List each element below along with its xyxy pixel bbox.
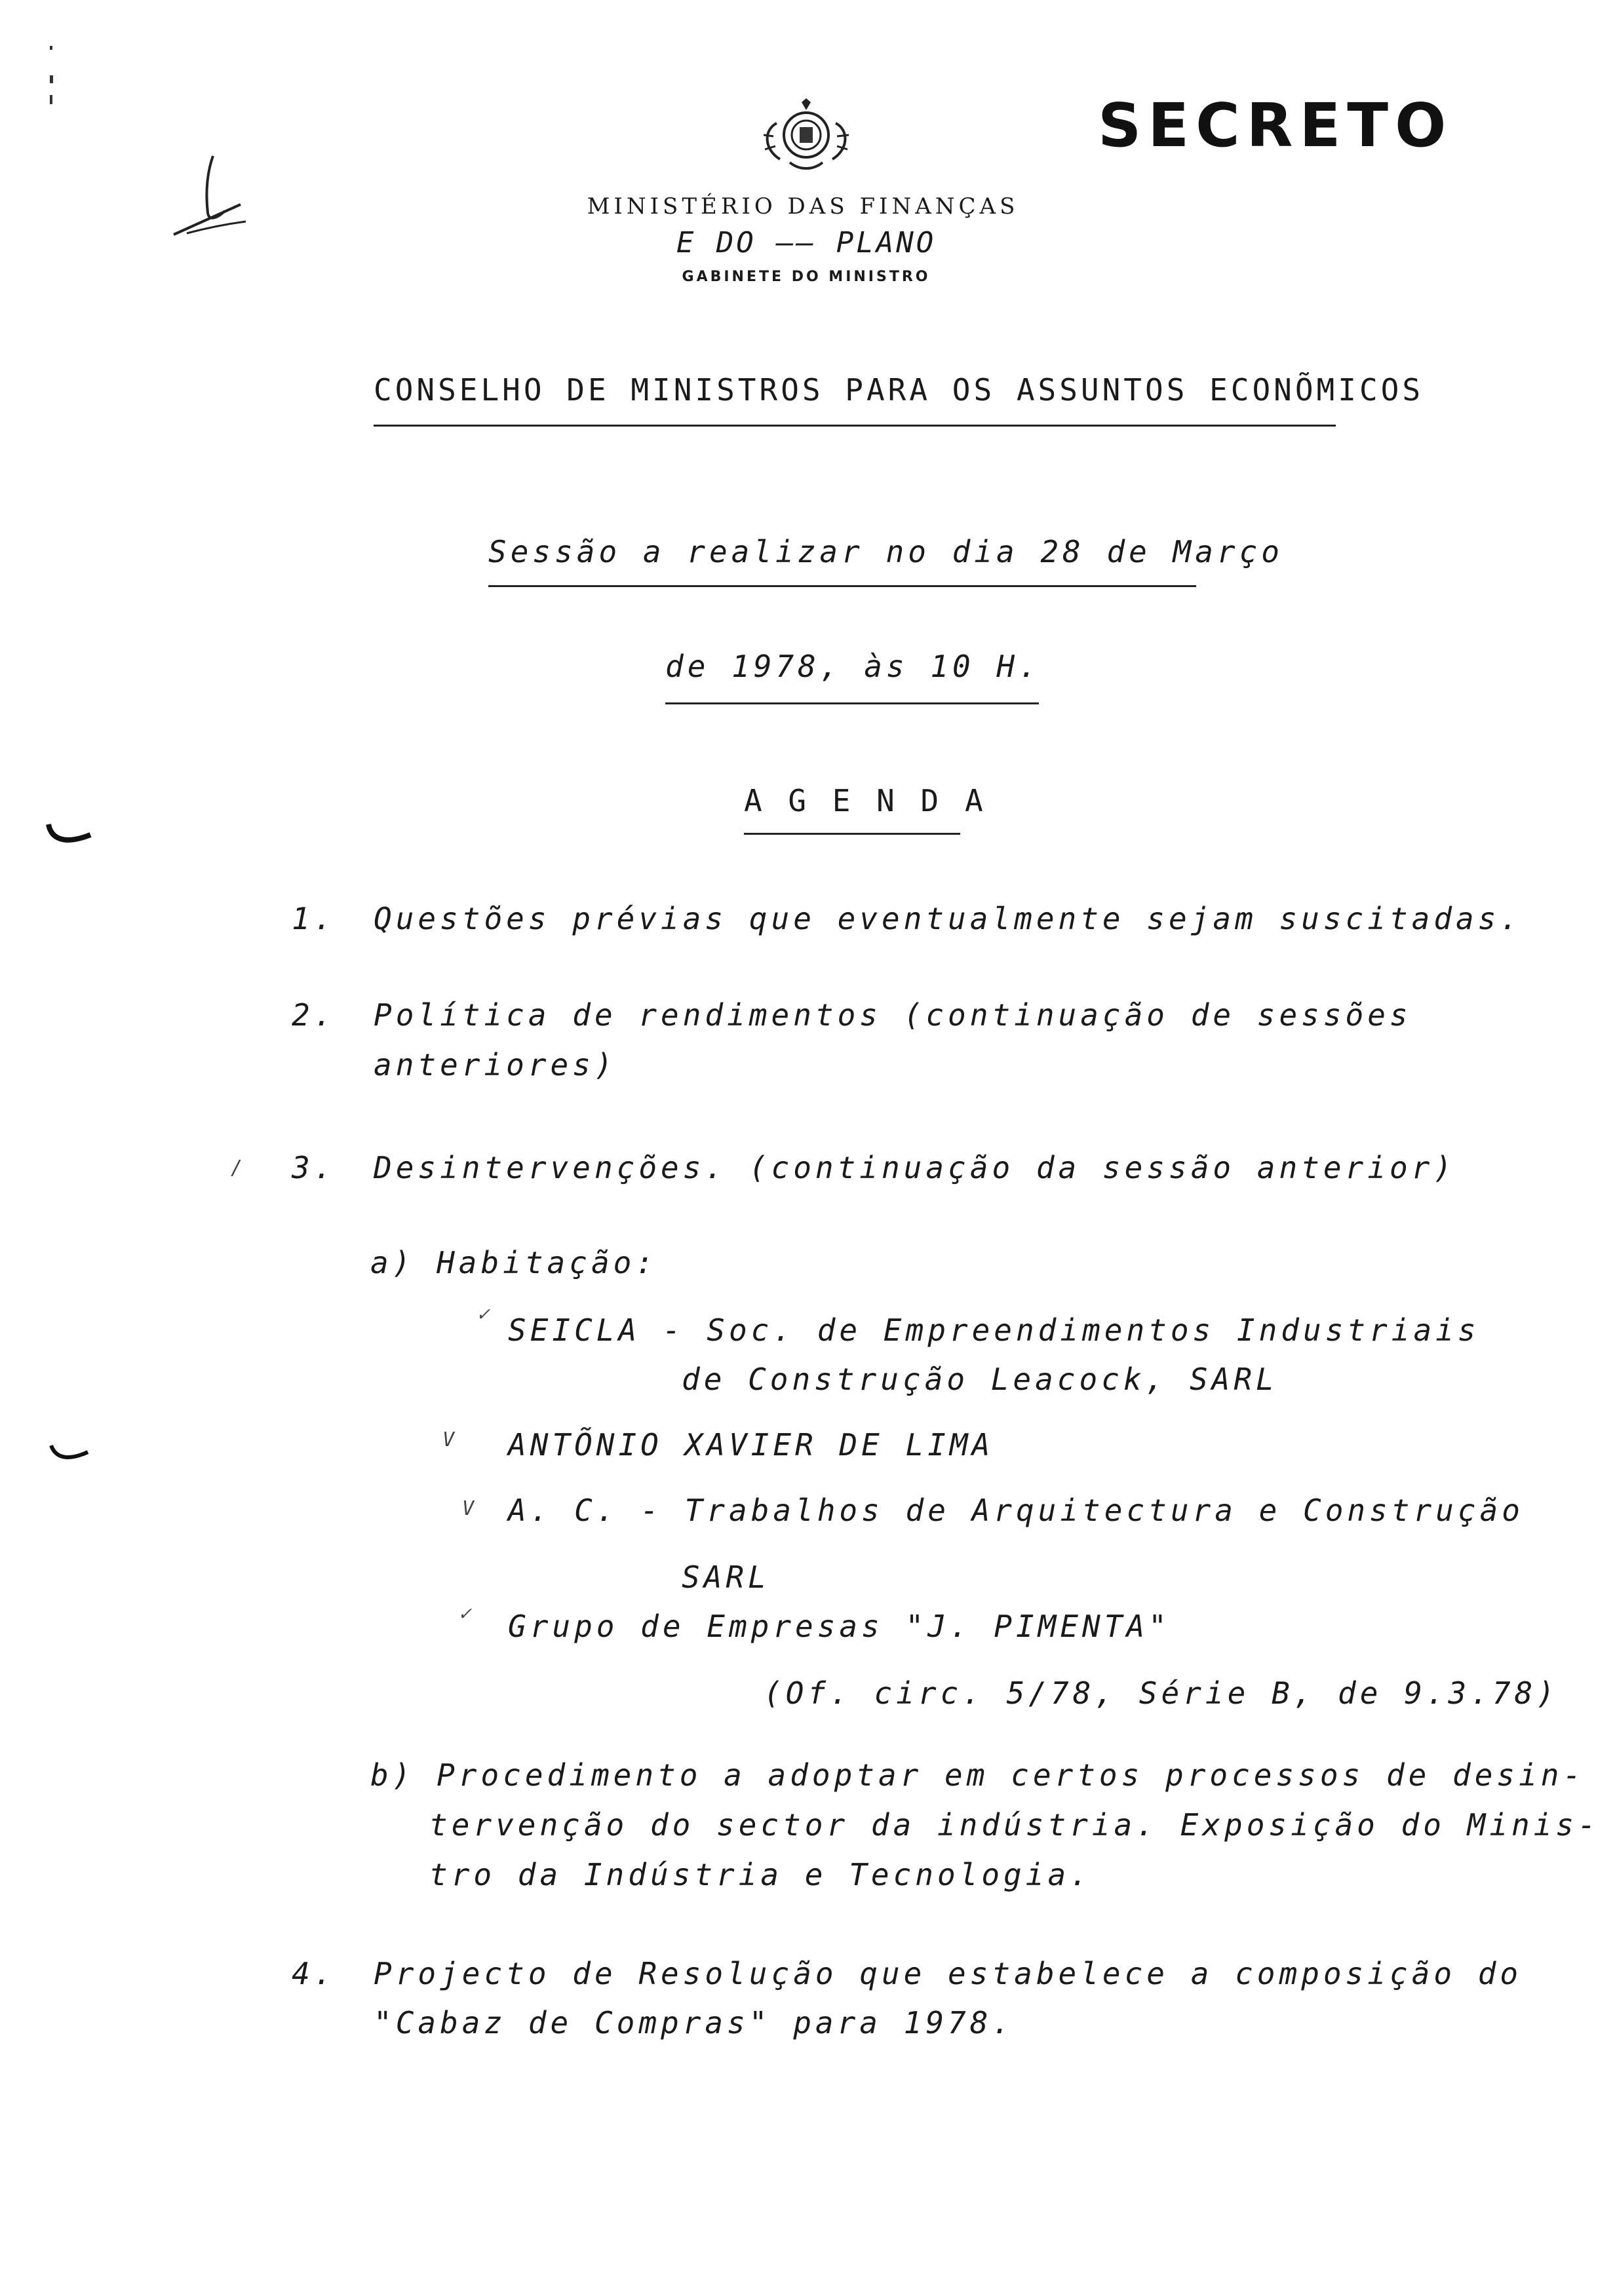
check-mark-icon: ✓: [459, 1602, 471, 1625]
handwritten-initial-mark: [167, 151, 252, 242]
margin-tick-mark-3: /: [231, 1157, 243, 1179]
agenda-title: A G E N D A: [744, 783, 960, 835]
company-entry: ANTÕNIO XAVIER DE LIMA: [508, 1427, 994, 1463]
sub-item-b-text-continued: tervenção do sector da indústria. Exposição do Minis-: [429, 1807, 1600, 1843]
margin-tick-mark-2: [47, 1440, 93, 1466]
cabinet-label: GABINETE DO MINISTRO: [682, 269, 931, 285]
company-entry-continued: SARL: [682, 1559, 770, 1595]
agenda-item-text: Projecto de Resolução que estabelece a composição do: [374, 1956, 1523, 1991]
check-mark-icon: ✓: [477, 1303, 490, 1326]
ministry-name: MINISTÉRIO DAS FINANÇAS: [587, 193, 1019, 220]
agenda-item-number: 1.: [292, 901, 336, 936]
agenda-item-number: 3.: [292, 1150, 336, 1185]
agenda-item-number: 2.: [292, 997, 336, 1033]
sub-item-a-label: a) Habitação:: [370, 1245, 658, 1280]
agenda-item-text-continued: "Cabaz de Compras" para 1978.: [374, 2005, 1015, 2040]
council-heading: CONSELHO DE MINISTROS PARA OS ASSUNTOS ECONÕMICOS: [374, 372, 1336, 427]
binder-hole-marks: [47, 46, 54, 105]
check-mark-icon: V: [462, 1497, 475, 1520]
sub-item-b-text-continued: tro da Indústria e Tecnologia.: [429, 1857, 1092, 1892]
session-line-1: Sessão a realizar no dia 28 de Março: [488, 534, 1196, 587]
circular-reference: (Of. circ. 5/78, Série B, de 9.3.78): [764, 1675, 1559, 1711]
agenda-item-text: Questões prévias que eventualmente sejam suscitadas.: [374, 901, 1523, 936]
agenda-item-text: Desintervenções. (continuação da sessão anterior): [374, 1150, 1456, 1185]
company-entry-continued: de Construção Leacock, SARL: [682, 1362, 1278, 1397]
coat-of-arms-icon: [750, 97, 862, 176]
ministry-name-line2: E DO —— PLANO: [676, 226, 937, 259]
company-entry: SEICLA - Soc. de Empreendimentos Industriais: [508, 1312, 1480, 1348]
classification-stamp: SECRETO: [1098, 90, 1453, 161]
agenda-item-number: 4.: [292, 1956, 336, 1991]
sub-item-b-text: b) Procedimento a adoptar em certos processos de desin-: [370, 1757, 1586, 1793]
agenda-item-text: Política de rendimentos (continuação de sessões: [374, 997, 1412, 1033]
check-mark-icon: V: [442, 1428, 455, 1451]
agenda-item-text-continued: anteriores): [374, 1047, 617, 1082]
session-line-2: de 1978, às 10 H.: [665, 649, 1039, 704]
company-entry: A. C. - Trabalhos de Arquitectura e Construção: [508, 1493, 1524, 1528]
margin-tick-mark-1: [45, 819, 97, 852]
company-entry: Grupo de Empresas "J. PIMENTA": [508, 1609, 1171, 1644]
